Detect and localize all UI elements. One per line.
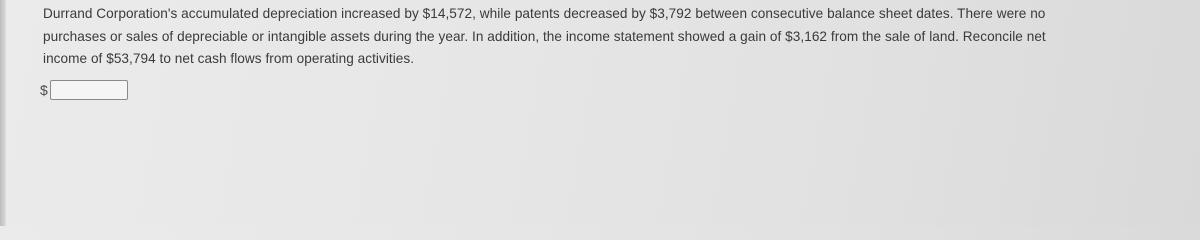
question-line-1: Durrand Corporation's accumulated depreciation increased by $14,572, while patents decreased by $3,792 between consecutive balance sheet dates. There were no [43,6,1046,21]
question-text [43,3,1178,71]
net-cash-flow-input[interactable] [50,80,128,100]
currency-symbol: $ [40,82,48,98]
left-edge-shadow [0,0,6,226]
answer-row [40,78,128,102]
question-line-3: income of $53,794 to net cash flows from operating activities. [43,51,415,66]
question-line-2: purchases or sales of depreciable or intangible assets during the year. In addition, the income statement showed a gain of $3,162 from the sale of land. Reconcile net [43,28,1046,44]
